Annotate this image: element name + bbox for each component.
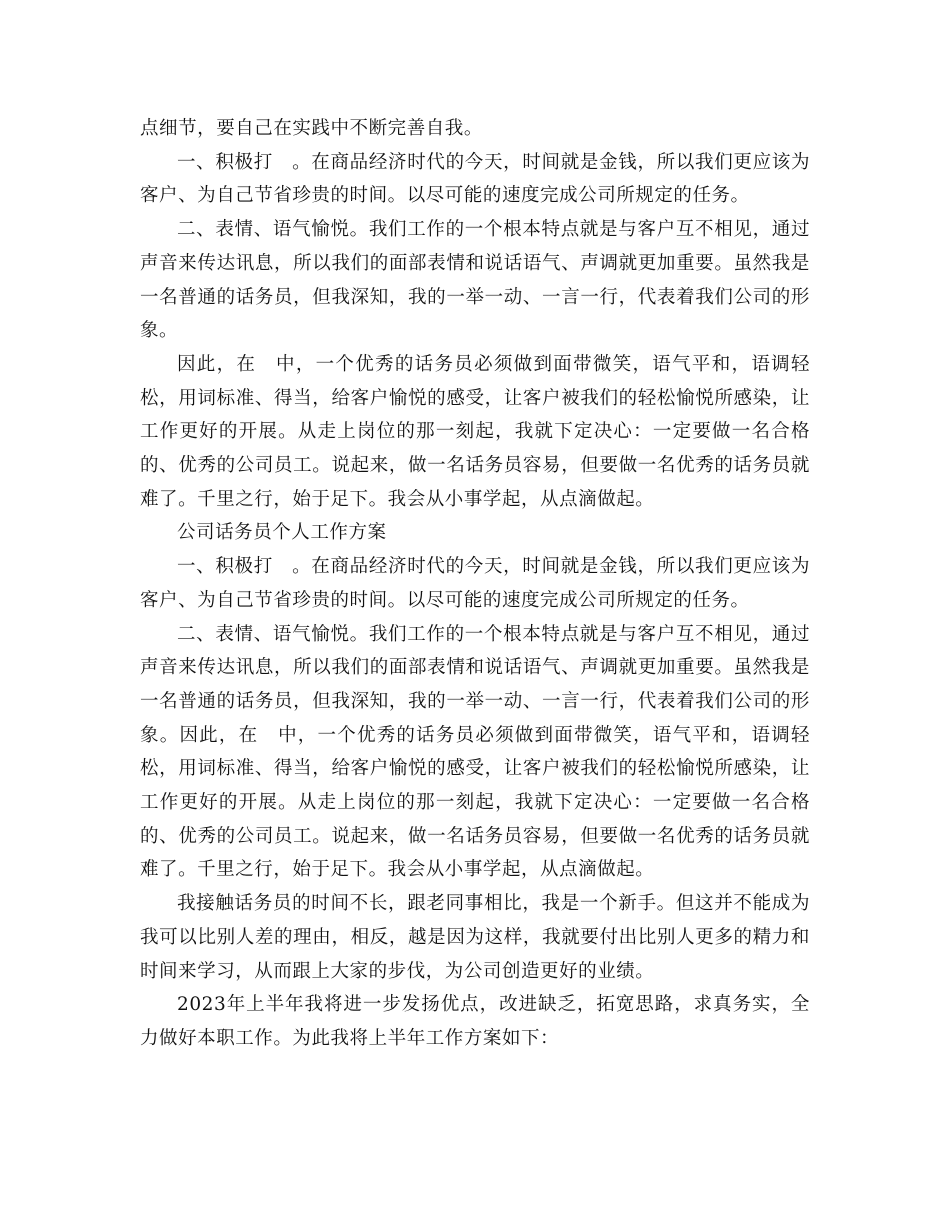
section-heading: 公司话务员个人工作方案 (177, 522, 387, 544)
paragraph-point-one-repeat: 一、积极打 。在商品经济时代的今天，时间就是金钱，所以我们更应该为客户、为自己节省珍贵的时间。以尽可能的速度完成公司所规定的任务。 (140, 556, 810, 611)
paragraph-plan-intro: 2023年上半年我将进一步发扬优点，改进缺乏，拓宽思路，求真务实，全力做好本职工作。为此我将上半年工作方案如下： (140, 994, 810, 1049)
paragraph-point-two-repeat: 二、表情、语气愉悦。我们工作的一个根本特点就是与客户互不相见，通过声音来传达讯息，所以我们的面部表情和说话语气、声调就更加重要。虽然我是一名普通的话务员，但我深知，我的一举一动、一言一行，代表着我们公司的形象。因此，在 中，一个优秀的话务员必须做到面带微笑，语气平和，语调轻松，用词标准、得当，给客户愉悦的感受，让客户被我们的轻松愉悦所感染，让工作更好的开展。从走上岗位的那一刻起，我就下定决心：一定要做一名合格的、优秀的公司员工。说起来，做一名话务员容易，但要做一名优秀的话务员就难了。千里之行，始于足下。我会从小事学起，从点滴做起。 (140, 623, 810, 881)
document-body (140, 112, 810, 1056)
paragraph-therefore: 因此，在 中，一个优秀的话务员必须做到面带微笑，语气平和，语调轻松，用词标准、得当，给客户愉悦的感受，让客户被我们的轻松愉悦所感染，让工作更好的开展。从走上岗位的那一刻起，我就下定决心：一定要做一名合格的、优秀的公司员工。说起来，做一名话务员容易，但要做一名优秀的话务员就难了。千里之行，始于足下。我会从小事学起，从点滴做起。 (140, 353, 810, 510)
paragraph-point-one: 一、积极打 。在商品经济时代的今天，时间就是金钱，所以我们更应该为客户、为自己节省珍贵的时间。以尽可能的速度完成公司所规定的任务。 (140, 151, 810, 207)
paragraph-point-two: 二、表情、语气愉悦。我们工作的一个根本特点就是与客户互不相见，通过声音来传达讯息，所以我们的面部表情和说话语气、声调就更加重要。虽然我是一名普通的话务员，但我深知，我的一举一动、一言一行，代表着我们公司的形象。 (140, 219, 810, 342)
paragraph-continuation: 点细节，要自己在实践中不断完善自我。 (140, 118, 483, 139)
paragraph-newcomer: 我接触话务员的时间不长，跟老同事相比，我是一个新手。但这并不能成为我可以比别人差的理由，相反，越是因为这样，我就要付出比别人更多的精力和时间来学习，从而跟上大家的步伐，为公司创造更好的业绩。 (140, 893, 810, 982)
